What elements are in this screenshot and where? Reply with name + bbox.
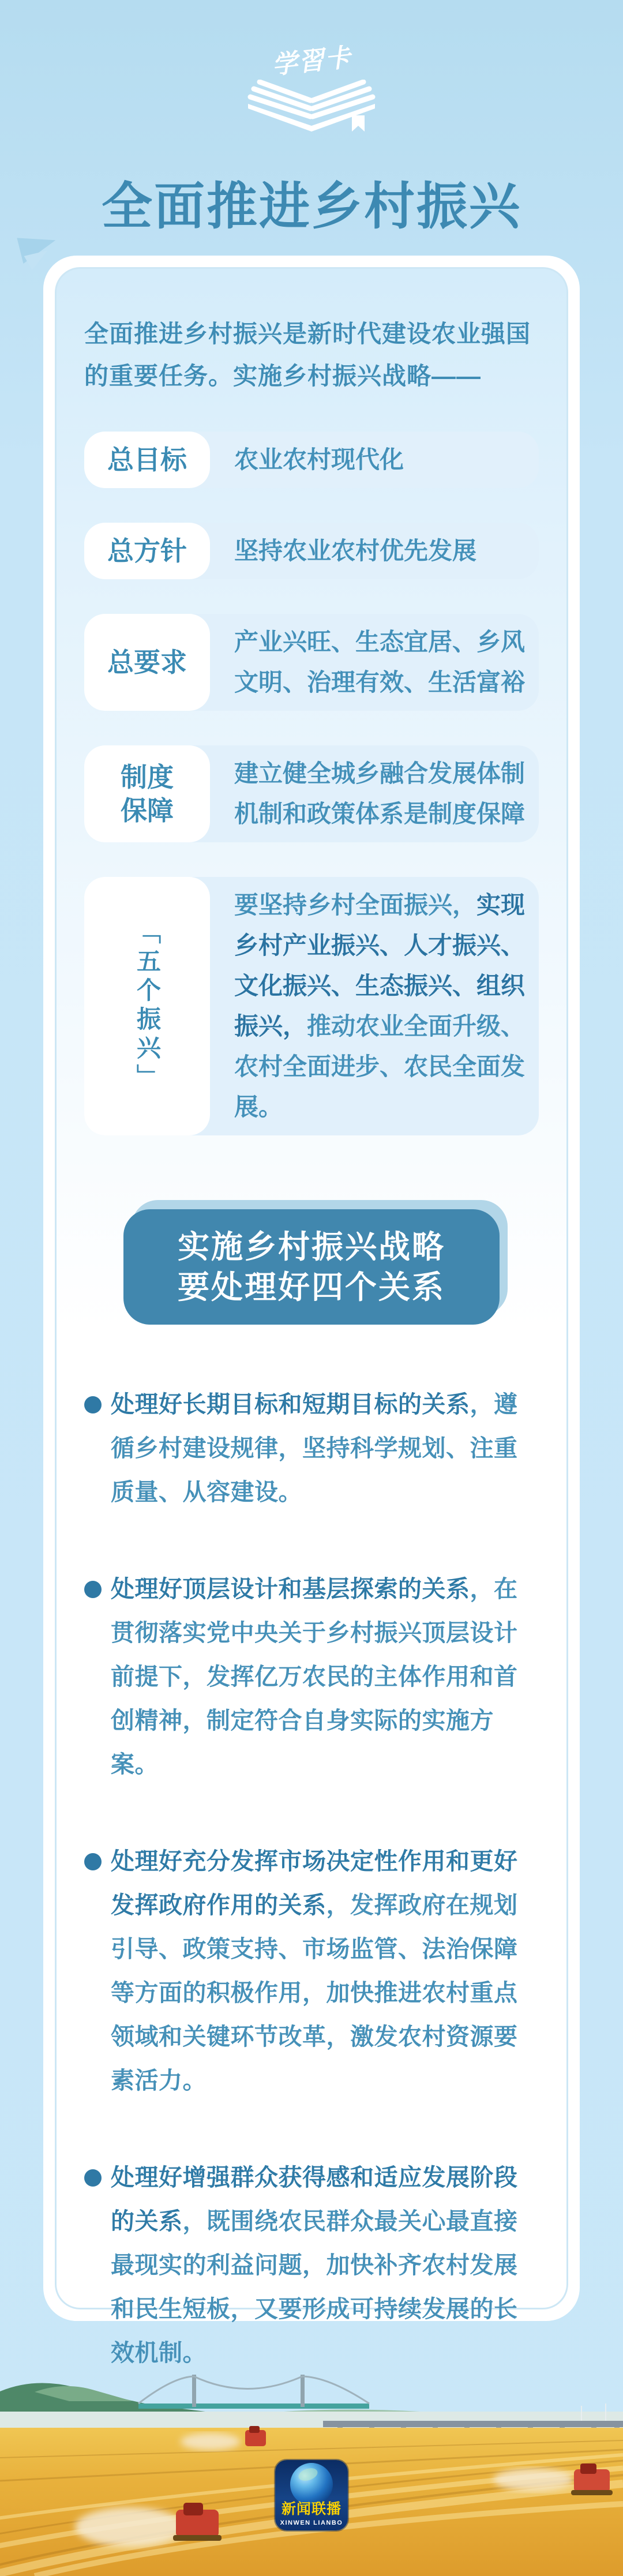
open-book-icon	[242, 80, 381, 133]
bullet-rest: ，发挥政府在规划引导、政策支持、市场监管、法治保障等方面的积极作用，加快推进农村重点领域和关键环节改革，激发农村资源要素活力。	[111, 1892, 518, 2094]
row-general-goal	[84, 432, 539, 488]
row-label: 总要求	[84, 614, 210, 711]
bullet-text	[111, 1382, 539, 1514]
row-value: 坚持农业农村优先发展	[234, 537, 477, 564]
row-value: 产业兴旺、生态宜居、乡风文明、治理有效、生活富裕	[234, 628, 526, 696]
badge-line1: 实施乡村振兴战略	[177, 1229, 445, 1265]
row-label: 总目标	[84, 432, 210, 488]
bullet-dot-icon	[84, 1853, 102, 1870]
list-item	[84, 1382, 539, 1514]
bullet-rest: ，遵循乡村建设规律，坚持科学规划、注重质量、从容建设。	[111, 1391, 518, 1505]
brand-logo	[237, 40, 386, 133]
brand-name: 学習卡	[271, 43, 353, 80]
row-institutional-guarantee	[84, 745, 539, 842]
section-badge	[123, 1209, 500, 1325]
row-general-policy	[84, 523, 539, 579]
harvest-scene	[0, 2337, 623, 2576]
bullet-dot-icon	[84, 2169, 102, 2187]
list-item	[84, 1567, 539, 1786]
intro-paragraph: 全面推进乡村振兴是新时代建设农业强国的重要任务。实施乡村振兴战略——	[84, 320, 531, 389]
row-five-revitalizations	[84, 877, 539, 1135]
logo-en-text: XINWEN LIANBO	[280, 2519, 343, 2526]
row-label: 总方针	[84, 523, 210, 579]
row-label: 制度 保障	[84, 745, 210, 842]
row-general-requirements	[84, 614, 539, 711]
bullet-list	[84, 1382, 539, 2375]
footer-photo	[0, 2337, 623, 2576]
row-value	[210, 877, 539, 1135]
logo-cn-text: 新闻联播	[281, 2501, 341, 2517]
bullet-lead: 处理好顶层设计和基层探索的关系	[111, 1576, 470, 1602]
xinwen-lianbo-logo	[275, 2460, 348, 2530]
bullet-text	[111, 1839, 539, 2102]
bullet-text	[111, 1567, 539, 1786]
bullet-lead: 处理好长期目标和短期目标的关系	[111, 1391, 470, 1418]
content-panel	[55, 267, 568, 2366]
row-value-text: 要坚持乡村全面振兴，实现乡村产业振兴、人才振兴、文化振兴、生态振兴、组织振兴，推动农业全面升级、农村全面进步、农民全面发展。	[234, 891, 526, 1120]
list-item	[84, 1839, 539, 2102]
bullet-rest: ，既围绕农民群众最关心最直接最现实的利益问题，加快补齐农村发展和民生短板，又要形成可持续发展的长效机制。	[111, 2208, 518, 2366]
bullet-dot-icon	[84, 1581, 102, 1598]
bullet-dot-icon	[84, 1396, 102, 1413]
row-label-vertical: 「五个振兴」	[84, 877, 210, 1135]
badge-line2: 要处理好四个关系	[177, 1269, 445, 1305]
row-value: 建立健全城乡融合发展体制机制和政策体系是制度保障	[234, 760, 526, 827]
page-title: 全面推进乡村振兴	[101, 178, 521, 235]
emphasized-text: 实现乡村产业振兴、人才振兴、文化振兴、生态振兴、组织振兴，	[234, 891, 526, 1040]
content-card	[43, 256, 580, 2366]
bullet-lead: 处理好充分发挥市场决定性作用和更好发挥政府作用的关系	[111, 1848, 518, 1918]
bullet-rest: ，在贯彻落实党中央关于乡村振兴顶层设计前提下，发挥亿万农民的主体作用和首创精神，制定符合自身实际的实施方案。	[111, 1576, 518, 1778]
bullet-lead: 处理好增强群众获得感和适应发展阶段的关系	[111, 2164, 518, 2234]
badge-face	[123, 1209, 500, 1325]
row-value: 农业农村现代化	[234, 446, 404, 473]
